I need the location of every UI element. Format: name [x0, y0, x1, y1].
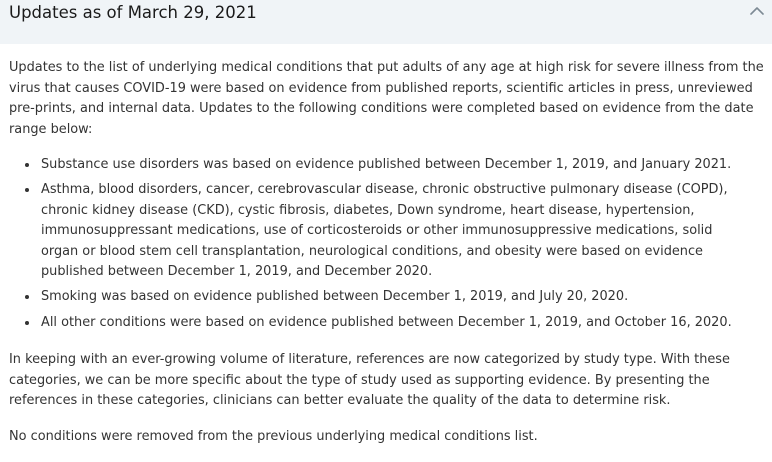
list-item-line: Substance use disorders was based on evidence published between December 1, 2019, and January 2021.	[41, 157, 732, 172]
intro-line: Updates to the list of underlying medical conditions that put adults of any age at high risk for severe illness from the	[9, 60, 764, 75]
list-item-line: Asthma, blood disorders, cancer, cerebrovascular disease, chronic obstructive pulmonary disease (COPD),	[41, 182, 728, 197]
list-item-line: All other conditions were based on evidence published between December 1, 2019, and October 16, 2020.	[41, 315, 732, 330]
references-line: references in these categories, clinicians can better evaluate the quality of the data to determine risk.	[9, 393, 671, 409]
closing-line: No conditions were removed from the previous underlying medical conditions list.	[9, 429, 538, 444]
list-item-line: published between December 1, 2019, and December 2020.	[41, 264, 433, 280]
chevron-up-icon[interactable]	[748, 2, 766, 20]
bullet-dot	[25, 188, 29, 192]
list-item	[41, 313, 769, 334]
list-item-line: immunosuppressant medications, use of corticosteroids or other immunosuppressive medications, solid	[41, 223, 713, 239]
references-line: categories, we can be more specific about the type of study used as supporting evidence. By presenting the	[9, 372, 710, 388]
bullet-dot	[25, 163, 29, 167]
intro-line: pre-prints, and internal data. Updates to the following conditions were completed based on evidence from the date	[9, 101, 754, 117]
intro-paragraph	[9, 58, 769, 140]
list-item	[41, 155, 769, 176]
list-item-line: Smoking was based on evidence published between December 1, 2019, and July 20, 2020.	[41, 289, 629, 304]
list-item-line: chronic kidney disease (CKD), cystic fibrosis, diabetes, Down syndrome, heart disease, hypertension,	[41, 202, 695, 218]
intro-line: range below:	[9, 121, 93, 137]
references-line: In keeping with an ever-growing volume of literature, references are now categorized by study type. With these	[9, 352, 730, 367]
intro-line: virus that causes COVID-19 were based on evidence from published reports, scientific articles in press, unreviewed	[9, 80, 753, 96]
accordion-title: Updates as of March 29, 2021	[9, 3, 257, 22]
list-item	[41, 180, 769, 283]
bullet-dot	[25, 321, 29, 325]
list-item	[41, 287, 769, 308]
accordion-header[interactable]	[0, 0, 772, 44]
list-item-line: organ or blood stem cell transplantation, neurological conditions, and obesity were based on evidence	[41, 243, 703, 259]
references-paragraph	[9, 350, 769, 412]
bullet-dot	[25, 295, 29, 299]
closing-paragraph	[9, 427, 769, 448]
